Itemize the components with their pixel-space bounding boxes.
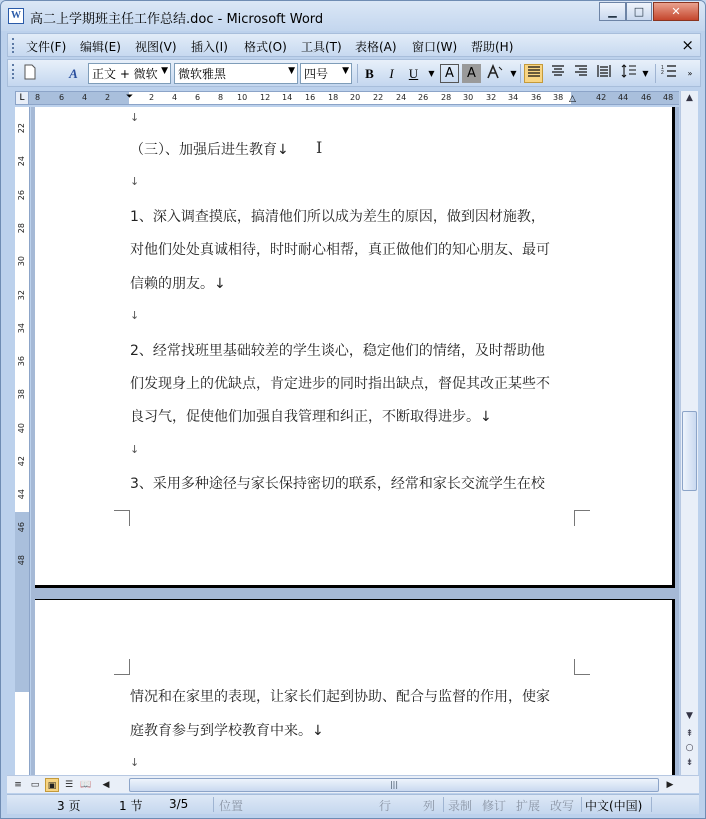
ruler-number: 2 — [149, 93, 155, 102]
maximize-button[interactable]: □ — [626, 2, 652, 21]
menu-format[interactable]: 格式(O) — [244, 40, 287, 54]
ruler-number: 2 — [105, 93, 111, 102]
font-size-value: 四号 — [304, 67, 329, 81]
horizontal-scrollbar[interactable] — [7, 775, 699, 793]
vruler-number: 40 — [17, 423, 26, 434]
document-page[interactable] — [35, 599, 675, 775]
menu-insert[interactable]: 插入(I) — [191, 40, 228, 54]
crop-mark — [574, 510, 590, 526]
document-close-icon[interactable]: × — [681, 36, 694, 54]
ruler-number: 22 — [373, 93, 384, 102]
normal-view-icon[interactable]: ≡ — [14, 780, 22, 790]
outline-view-icon[interactable]: ☰ — [64, 780, 74, 790]
body-text-line[interactable]: 1、深入调查摸底，搞清他们所以成为差生的原因，做到因材施教， — [130, 209, 545, 225]
svg-text:2: 2 — [660, 70, 664, 76]
print-layout-view-icon[interactable]: ▣ — [45, 778, 59, 792]
paragraph-mark[interactable]: ↓ — [130, 309, 140, 322]
vruler-number: 36 — [17, 356, 26, 367]
vruler-number: 28 — [17, 223, 26, 234]
vruler-number: 30 — [17, 256, 26, 267]
ruler-number: 8 — [35, 93, 41, 102]
align-justify-icon[interactable] — [524, 64, 543, 83]
status-overtype[interactable]: 改写 — [550, 799, 575, 813]
vruler-number: 32 — [17, 290, 26, 301]
line-spacing-dropdown-icon[interactable]: ▼ — [642, 69, 649, 78]
vruler-number: 42 — [17, 456, 26, 467]
select-browse-object-icon[interactable]: ○ — [685, 743, 694, 753]
body-text-line[interactable]: 们发现身上的优缺点，肯定进步的同时指出缺点，督促其改正某些不 — [130, 376, 550, 392]
chevron-down-icon: ▼ — [161, 66, 168, 76]
status-column[interactable]: 列 — [423, 799, 436, 813]
close-button[interactable]: ✕ — [653, 2, 699, 21]
ruler-number: 18 — [328, 93, 339, 102]
ruler-number: 32 — [486, 93, 497, 102]
body-text-line[interactable]: 良习气，促使他们加强自我管理和纠正，不断取得进步。↓ — [130, 409, 492, 425]
align-center-icon[interactable] — [548, 64, 567, 83]
ruler-number: 48 — [663, 93, 674, 102]
body-text-line[interactable]: 信赖的朋友。↓ — [130, 276, 226, 292]
body-text-line[interactable]: 2、经常找班里基础较差的学生谈心，稳定他们的情绪，及时帮助他 — [130, 343, 545, 359]
body-text-line[interactable]: 情况和在家里的表现，让家长们起到协助、配合与监督的作用，使家 — [130, 689, 550, 705]
vruler-number: 46 — [17, 522, 26, 533]
body-text-line[interactable]: 3、采用多种途径与家长保持密切的联系，经常和家长交流学生在校 — [130, 476, 545, 492]
status-track-changes[interactable]: 修订 — [482, 799, 507, 813]
previous-page-icon[interactable]: ⇞ — [685, 729, 694, 739]
ruler-number: 6 — [59, 93, 65, 102]
svg-text:1: 1 — [660, 65, 664, 71]
paragraph-mark[interactable]: ↓ — [130, 756, 140, 769]
status-section[interactable]: 1 节 — [119, 799, 143, 813]
underline-dropdown-icon[interactable]: ▼ — [428, 69, 435, 78]
status-record[interactable]: 录制 — [448, 799, 473, 813]
vruler-number: 48 — [17, 555, 26, 566]
status-page-of[interactable]: 3/5 — [169, 797, 189, 811]
align-right-icon[interactable] — [571, 64, 590, 83]
ruler-number: 14 — [282, 93, 293, 102]
ruler-number: 10 — [237, 93, 248, 102]
toolbar-separator — [520, 64, 521, 83]
font-effects-icon[interactable] — [485, 64, 504, 83]
vruler-number: 44 — [17, 489, 26, 500]
reading-layout-view-icon[interactable]: 📖 — [80, 780, 92, 790]
crop-mark — [574, 659, 590, 675]
document-page[interactable] — [35, 107, 675, 588]
menu-grip[interactable] — [12, 38, 15, 53]
ruler-number: 12 — [260, 93, 271, 102]
horizontal-ruler[interactable] — [15, 91, 679, 105]
status-line[interactable]: 行 — [379, 799, 392, 813]
ruler-number: 20 — [350, 93, 361, 102]
distributed-align-icon[interactable] — [594, 64, 613, 83]
ruler-number: 26 — [418, 93, 429, 102]
scroll-left-icon[interactable]: ◀ — [102, 780, 110, 790]
menu-tools[interactable]: 工具(T) — [301, 40, 342, 54]
menu-window[interactable]: 窗口(W) — [412, 40, 458, 54]
vertical-scrollbar[interactable] — [680, 91, 698, 775]
menu-help[interactable]: 帮助(H) — [471, 40, 514, 54]
vruler-number: 34 — [17, 323, 26, 334]
status-separator — [581, 797, 582, 812]
menu-bar — [7, 33, 701, 57]
font-dropdown[interactable] — [174, 63, 298, 84]
scroll-down-icon[interactable]: ▼ — [686, 711, 693, 721]
style-dropdown[interactable] — [88, 63, 171, 84]
vruler-number: 24 — [17, 156, 26, 167]
vruler-number: 22 — [17, 123, 26, 134]
next-page-icon[interactable]: ⇟ — [685, 758, 694, 768]
font-size-dropdown[interactable] — [300, 63, 352, 84]
ruler-number: 4 — [82, 93, 88, 102]
text-cursor-icon: I — [316, 138, 323, 157]
body-text-line[interactable]: 对他们处处真诚相待，时时耐心相帮，真正做他们的知心朋友、最可 — [130, 242, 550, 258]
menu-table[interactable]: 表格(A) — [355, 40, 397, 54]
paragraph-mark[interactable]: ↓ — [130, 443, 140, 456]
numbering-icon[interactable] — [659, 64, 678, 83]
first-line-indent-icon[interactable]: ⏷ — [126, 92, 134, 102]
style-value: 正文 + 微软 — [92, 67, 158, 81]
toolbar-grip[interactable] — [12, 64, 15, 79]
window-title: 高二上学期班主任工作总结.doc - Microsoft Word — [30, 12, 324, 27]
vruler-number: 26 — [17, 190, 26, 201]
status-separator — [651, 797, 652, 812]
ruler-number: 16 — [305, 93, 316, 102]
ruler-number: 28 — [441, 93, 452, 102]
body-text-line[interactable]: 庭教育参与到学校教育中来。↓ — [130, 723, 324, 739]
status-extend[interactable]: 扩展 — [516, 799, 541, 813]
ruler-number: 46 — [641, 93, 652, 102]
menu-file[interactable]: 文件(F) — [26, 40, 67, 54]
status-language[interactable]: 中文(中国) — [585, 799, 643, 813]
ruler-number: 34 — [508, 93, 519, 102]
vertical-scroll-thumb[interactable] — [682, 411, 697, 491]
ruler-number: 4 — [172, 93, 178, 102]
horizontal-scroll-thumb[interactable]: ||| — [129, 778, 659, 792]
underline-button[interactable]: U — [408, 66, 419, 81]
effects-dropdown-icon[interactable]: ▼ — [510, 69, 517, 78]
ruler-number: 24 — [396, 93, 407, 102]
toolbar-options-icon[interactable]: » — [687, 69, 693, 78]
status-position[interactable]: 位置 — [219, 799, 244, 813]
web-layout-view-icon[interactable]: ▭ — [30, 780, 40, 790]
section-heading[interactable]: （三）、加强后进生教育↓ — [130, 142, 289, 158]
vruler-number: 38 — [17, 389, 26, 400]
paragraph-mark[interactable]: ↓ — [130, 175, 140, 188]
vertical-ruler[interactable] — [15, 107, 30, 775]
italic-button[interactable]: I — [389, 66, 394, 81]
scroll-right-icon[interactable]: ▶ — [666, 780, 674, 790]
chevron-down-icon: ▼ — [342, 66, 349, 76]
title-bar — [1, 1, 705, 31]
status-page[interactable]: 3 页 — [57, 799, 81, 813]
formatting-toolbar — [7, 59, 701, 87]
crop-mark — [114, 510, 130, 526]
tab-selector-icon[interactable]: L — [15, 91, 29, 105]
status-bar — [7, 794, 699, 814]
new-page-icon[interactable] — [20, 64, 39, 83]
ruler-number: 6 — [195, 93, 201, 102]
chevron-down-icon: ▼ — [288, 66, 295, 76]
crop-mark — [114, 659, 130, 675]
ruler-number: 30 — [463, 93, 474, 102]
word-app-icon[interactable]: W — [8, 8, 24, 24]
char-border-button[interactable]: A — [440, 64, 459, 83]
styles-pane-icon[interactable]: A — [69, 66, 78, 81]
char-shading-button[interactable]: A — [462, 64, 481, 83]
minimize-button[interactable]: ▁ — [599, 2, 626, 21]
right-indent-icon[interactable]: △ — [569, 94, 576, 104]
ruler-left-margin — [29, 92, 129, 104]
document-area[interactable] — [31, 107, 679, 775]
vertical-ruler-margin — [15, 512, 29, 692]
ruler-number: 38 — [553, 93, 564, 102]
toolbar-separator — [655, 64, 656, 83]
menu-edit[interactable]: 编辑(E) — [80, 40, 121, 54]
ruler-number: 36 — [531, 93, 542, 102]
status-separator — [443, 797, 444, 812]
status-separator — [213, 797, 214, 812]
bold-button[interactable]: B — [365, 66, 374, 81]
menu-view[interactable]: 视图(V) — [135, 40, 177, 54]
ruler-number: 8 — [218, 93, 224, 102]
ruler-number: 44 — [618, 93, 629, 102]
paragraph-mark[interactable]: ↓ — [130, 111, 140, 124]
toolbar-separator — [357, 64, 358, 83]
font-value: 微软雅黑 — [178, 67, 227, 81]
ruler-number: 42 — [596, 93, 607, 102]
scroll-up-icon[interactable]: ▲ — [686, 93, 693, 103]
